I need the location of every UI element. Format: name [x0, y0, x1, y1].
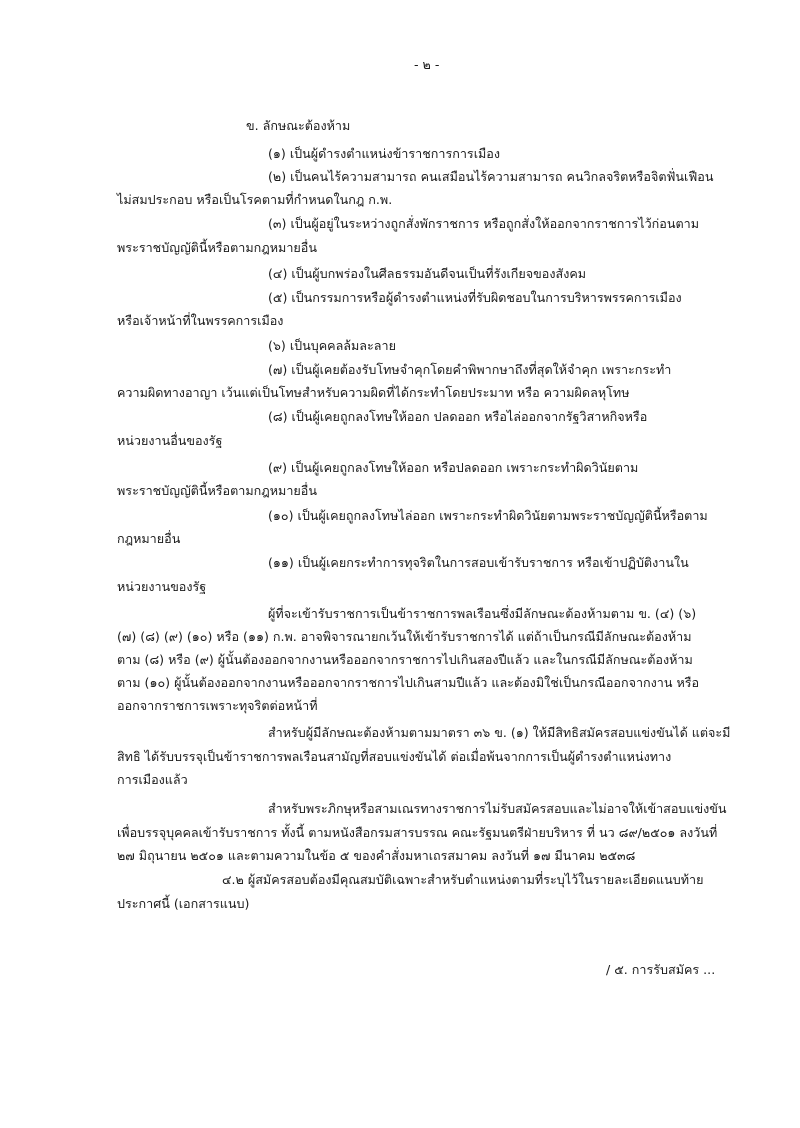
- page-number: - ๒ -: [414, 57, 440, 72]
- item-4: (๔) เป็นผู้บกพร่องในศีลธรรมอันดีจนเป็นที่รังเกียจของสังคม: [268, 266, 587, 281]
- item-9-line-2: พระราชบัญญัตินี้หรือตามกฎหมายอื่น: [117, 483, 317, 498]
- section-title: ข. ลักษณะต้องห้าม: [246, 118, 351, 133]
- item-11-line-2: หน่วยงานของรัฐ: [117, 579, 207, 594]
- para-1-line-1: ผู้ที่จะเข้ารับราชการเป็นข้าราชการพลเรือนซึ่งมีลักษณะต้องห้ามตาม ข. (๔) (๖): [268, 606, 697, 621]
- item-5-line-2: หรือเจ้าหน้าที่ในพรรคการเมือง: [117, 313, 284, 328]
- item-6: (๖) เป็นบุคคลล้มละลาย: [268, 338, 396, 353]
- item-2-line-2: ไม่สมประกอบ หรือเป็นโรคตามที่กำหนดในกฎ ก.พ.: [117, 192, 393, 207]
- item-10-line-2: กฎหมายอื่น: [117, 531, 181, 546]
- para-1-line-5: ออกจากราชการเพราะทุจริตต่อหน้าที่: [117, 698, 318, 713]
- item-8-line-1: (๘) เป็นผู้เคยถูกลงโทษให้ออก ปลดออก หรือไล่ออกจากรัฐวิสาหกิจหรือ: [268, 409, 648, 424]
- item-9-line-1: (๙) เป็นผู้เคยถูกลงโทษให้ออก หรือปลดออก เพราะกระทำผิดวินัยตาม: [268, 460, 639, 475]
- item-2-line-1: (๒) เป็นคนไร้ความสามารถ คนเสมือนไร้ความสามารถ คนวิกลจริตหรือจิตฟั่นเฟือน: [268, 169, 714, 184]
- footer-continuation: / ๕. การรับสมัคร ...: [606, 962, 716, 977]
- item-5-line-1: (๕) เป็นกรรมการหรือผู้ดำรงตำแหน่งที่รับผิดชอบในการบริหารพรรคการเมือง: [268, 290, 682, 305]
- para-4-line-1: ๔.๒ ผู้สมัครสอบต้องมีคุณสมบัติเฉพาะสำหรับตำแหน่งตามที่ระบุไว้ในรายละเอียดแนบท้าย: [222, 872, 704, 887]
- item-8-line-2: หน่วยงานอื่นของรัฐ: [117, 433, 223, 448]
- para-1-line-3: ตาม (๘) หรือ (๙) ผู้นั้นต้องออกจากงานหรือออกจากราชการไปเกินสองปีแล้ว และในกรณีมีลักษณะต้องห้าม: [117, 652, 693, 667]
- item-7-line-1: (๗) เป็นผู้เคยต้องรับโทษจำคุกโดยคำพิพากษาถึงที่สุดให้จำคุก เพราะกระทำ: [268, 362, 672, 377]
- para-1-line-4: ตาม (๑๐) ผู้นั้นต้องออกจากงานหรือออกจากราชการไปเกินสามปีแล้ว และต้องมิใช่เป็นกรณีออกจากงาน หรือ: [117, 675, 700, 690]
- para-3-line-3: ๒๗ มิถุนายน ๒๕๐๑ และตามความในข้อ ๕ ของคำสั่งมหาเถรสมาคม ลงวันที่ ๑๗ มีนาคม ๒๕๓๘: [117, 848, 636, 863]
- item-3-line-1: (๓) เป็นผู้อยู่ในระหว่างถูกสั่งพักราชการ หรือถูกสั่งให้ออกจากราชการไว้ก่อนตาม: [268, 216, 700, 231]
- item-7-line-2: ความผิดทางอาญา เว้นแต่เป็นโทษสำหรับความผิดที่ได้กระทำโดยประมาท หรือ ความผิดลหุโทษ: [117, 385, 630, 400]
- item-1: (๑) เป็นผู้ดำรงตำแหน่งข้าราชการการเมือง: [268, 146, 501, 161]
- para-2-line-2: สิทธิ ได้รับบรรจุเป็นข้าราชการพลเรือนสามัญที่สอบแข่งขันได้ ต่อเมื่อพ้นจากการเป็นผู้ดำรงตำแหน่งทาง: [117, 749, 672, 764]
- para-4-line-2: ประกาศนี้ (เอกสารแนบ): [117, 896, 250, 911]
- item-10-line-1: (๑๐) เป็นผู้เคยถูกลงโทษไล่ออก เพราะกระทำผิดวินัยตามพระราชบัญญัตินี้หรือตาม: [268, 508, 708, 523]
- para-3-line-1: สำหรับพระภิกษุหรือสามเณรทางราชการไม่รับสมัครสอบและไม่อาจให้เข้าสอบแข่งขัน: [268, 801, 727, 816]
- para-3-line-2: เพื่อบรรจุบุคคลเข้ารับราชการ ทั้งนี้ ตามหนังสือกรมสารบรรณ คณะรัฐมนตรีฝ่ายบริหาร ที่ นว ๘๙/๒๕๐๑ ลงวันที่: [117, 825, 718, 840]
- para-2-line-1: สำหรับผู้มีลักษณะต้องห้ามตามมาตรา ๓๖ ข. (๑) ให้มีสิทธิสมัครสอบแข่งขันได้ แต่จะมี: [268, 725, 731, 740]
- para-1-line-2: (๗) (๘) (๙) (๑๐) หรือ (๑๑) ก.พ. อาจพิจารณายกเว้นให้เข้ารับราชการได้ แต่ถ้าเป็นกรณีมีลักษณะต้องห้าม: [117, 629, 692, 644]
- item-3-line-2: พระราชบัญญัตินี้หรือตามกฎหมายอื่น: [117, 240, 317, 255]
- item-11-line-1: (๑๑) เป็นผู้เคยกระทำการทุจริตในการสอบเข้ารับราชการ หรือเข้าปฏิบัติงานใน: [268, 555, 689, 570]
- para-2-line-3: การเมืองแล้ว: [117, 772, 188, 787]
